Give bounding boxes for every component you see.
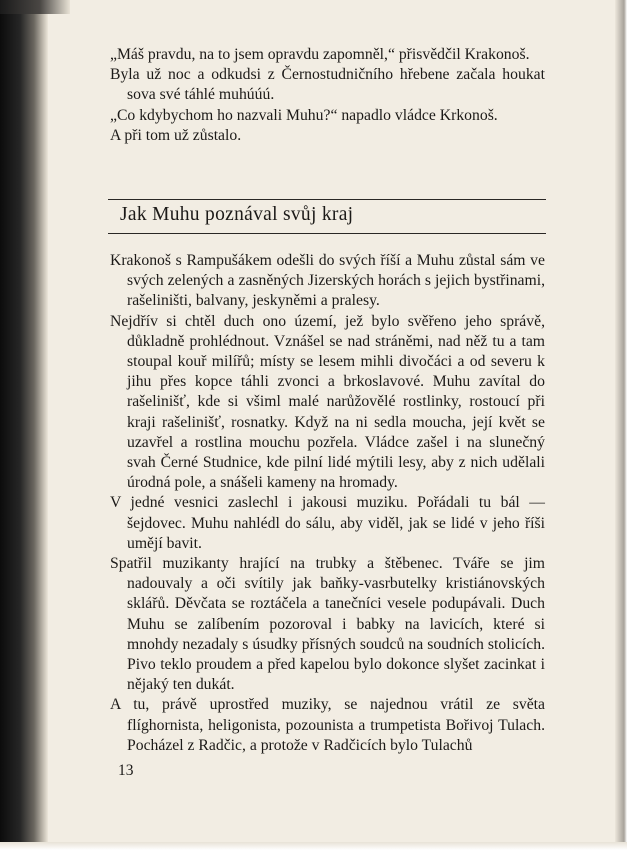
book-spine-shadow: [0, 0, 48, 850]
paragraph: „Máš pravdu, na to jsem opravdu zapomněl,“ přisvědčil Krakonoš.: [110, 46, 530, 63]
chapter-title: Jak Muhu poznával svůj kraj: [120, 204, 354, 225]
chapter-body: [110, 251, 545, 756]
paragraph: Spatřil muzikanty hrající na trubky a štěbenec. Tváře se jim nadouvaly a oči svítily jak baňky-vasrbutelky kristiánovských sklářů. Děvčata se roztáčela a tanečníci vesele podupávali. Duch Muhu se zalíbením pozoroval i babky na lavicích, které si mnohdy nezadaly s úsudky přísných soudců na soudních stolicích. Pivo teklo proudem a před kapelou bylo dokonce slyšet zacinkat i nějaký ten dukát.: [110, 555, 545, 694]
page-number: 13: [118, 762, 134, 779]
page-edge-bottom: [0, 842, 627, 850]
book-binding-corner: [0, 0, 70, 14]
paragraph: Nejdřív si chtěl duch ono území, jež bylo svěřeno jeho správě, důkladně prohlédnout. Vznášel se nad stráněmi, nad něž tu a tam stoupal kouř milířů; místy se lesem mihli divočáci a od severu k jihu přes kopce táhli zvonci a brkoslavové. Muhu zavítal do rašelinišť, kde si všiml malé narůžovělé rostlinky, rostoucí při kraji rašelinišť, rosnatky. Když na ni sedla moucha, její květ se uzavřel a rostlina mouchu pozřela. Vládce zašel i na slunečný svah Černé Studnice, kde pilní lidé mýtili lesy, aby z nich udělali úrodná pole, a snášeli kameny na hromady.: [110, 312, 545, 492]
paragraph: A tu, právě uprostřed muziky, se najednou vrátil ze světa flíghornista, heligonista, pozounista a trumpetista Bořivoj Tulach. Pocházel z Radčic, a protože v Radčicích bylo Tulachů: [110, 696, 545, 754]
paragraph: A při tom už zůstalo.: [110, 126, 242, 144]
paragraph: V jedné vesnici zaslechl i jakousi muziku. Pořádali tu bál — šejdovec. Muhu nahlédl do sálu, aby viděl, jak se lidé v jeho říši umějí bavit.: [110, 494, 545, 552]
paragraph: Krakonoš s Rampušákem odešli do svých říší a Muhu zůstal sám ve svých zelených a zasněných Jizerských horách s jejich bystřinami, rašeliništi, balvany, jeskyněmi a pralesy.: [110, 252, 545, 310]
paragraph: Byla už noc a odkudsi z Černostudničního hřebene začala houkat sova své táhlé muhúúú.: [110, 66, 545, 104]
previous-chapter-ending: [110, 45, 545, 146]
chapter-title-rule-bottom: [108, 233, 546, 234]
page-edge-right: [615, 0, 627, 850]
paragraph: „Co kdybychom ho nazvali Muhu?“ napadlo vládce Krkonoš.: [110, 106, 498, 124]
chapter-title-rule-top: [108, 199, 546, 200]
